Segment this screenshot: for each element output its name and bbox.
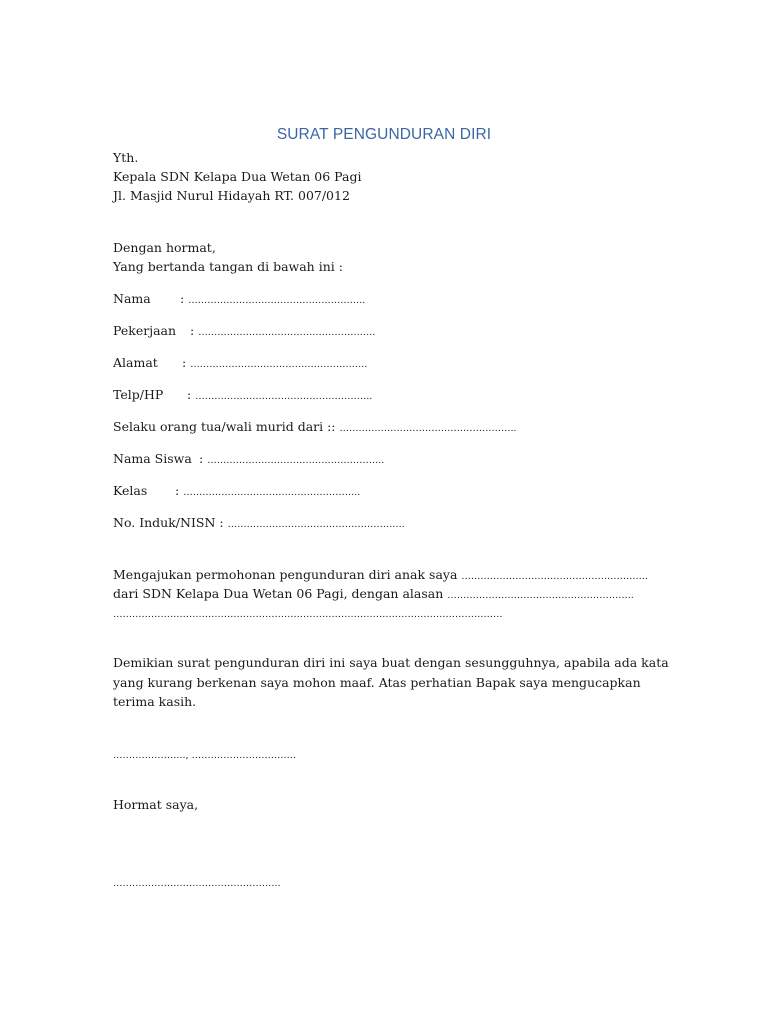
field-separator: :: [187, 387, 192, 402]
field-kelas: [113, 482, 360, 502]
recipient-address: Jl. Masjid Nurul Hidayah RT. 007/012: [113, 188, 350, 203]
request-blank: …………………………………………………..: [447, 590, 634, 601]
field-blank: ………………………………………………..: [183, 487, 361, 498]
request-blank: …………………………………………………..: [461, 571, 648, 582]
request-text: dari SDN Kelapa Dua Wetan 06 Pagi, dengan alasan: [113, 586, 444, 601]
field-selaku: [113, 418, 517, 438]
closing-line-3: terima kasih.: [113, 694, 197, 709]
field-separator: :: [190, 323, 195, 338]
place-date-line: [113, 745, 296, 765]
field-label: Pekerjaan: [113, 323, 177, 338]
signature-blank: ……………………………………………..: [113, 878, 281, 889]
field-label: Kelas: [113, 483, 148, 498]
field-blank: ………………………………………………..: [207, 455, 385, 466]
field-blank: ………………………………………………..: [195, 391, 373, 402]
field-label: Telp/HP: [113, 387, 164, 402]
field-pekerjaan: [113, 322, 375, 342]
recipient-name: Kepala SDN Kelapa Dua Wetan 06 Pagi: [113, 169, 362, 184]
field-blank: ………………………………………………..: [198, 327, 376, 338]
field-separator: :: [199, 451, 204, 466]
field-telp: [113, 386, 372, 406]
greeting: Dengan hormat,: [113, 240, 216, 255]
intro-text: Yang bertanda tangan di bawah ini :: [113, 259, 343, 274]
place-date-blank: ………………….., ……………………………: [113, 750, 297, 761]
field-separator: :: [180, 291, 185, 306]
field-separator: :: [182, 355, 187, 370]
field-blank: ………………………………………………..: [188, 295, 366, 306]
signature-line: [113, 873, 281, 893]
field-alamat: [113, 354, 367, 374]
field-blank: ………………………………………………..: [227, 519, 405, 530]
field-label: Selaku orang tua/wali murid dari ::: [113, 419, 336, 434]
field-nama-siswa: [113, 450, 384, 470]
field-blank: ………………………………………………..: [339, 423, 517, 434]
letter-title: SURAT PENGUNDURAN DIRI: [276, 126, 492, 143]
request-line-1: [113, 566, 648, 586]
field-label: Nama Siswa: [113, 451, 192, 466]
regards: Hormat saya,: [113, 797, 199, 812]
closing-line-2: yang kurang berkenan saya mohon maaf. Atas perhatian Bapak saya mengucapkan: [113, 675, 641, 690]
field-separator: :: [175, 483, 180, 498]
field-induk: [113, 514, 405, 534]
field-label: No. Induk/NISN :: [113, 515, 224, 530]
field-label: Nama: [113, 291, 151, 306]
recipient-salutation: Yth.: [113, 150, 139, 165]
field-blank: ………………………………………………..: [190, 359, 368, 370]
closing-line-1: Demikian surat pengunduran diri ini saya buat dengan sesungguhnya, apabila ada kata: [113, 655, 669, 670]
request-line-3: [113, 604, 503, 624]
request-line-2: [113, 585, 634, 605]
request-text: Mengajukan permohonan pengunduran diri anak saya: [113, 567, 458, 582]
field-nama: [113, 290, 365, 310]
field-label: Alamat: [113, 355, 158, 370]
request-blank: ……………………………………………………………………………………………………………: [113, 609, 503, 620]
